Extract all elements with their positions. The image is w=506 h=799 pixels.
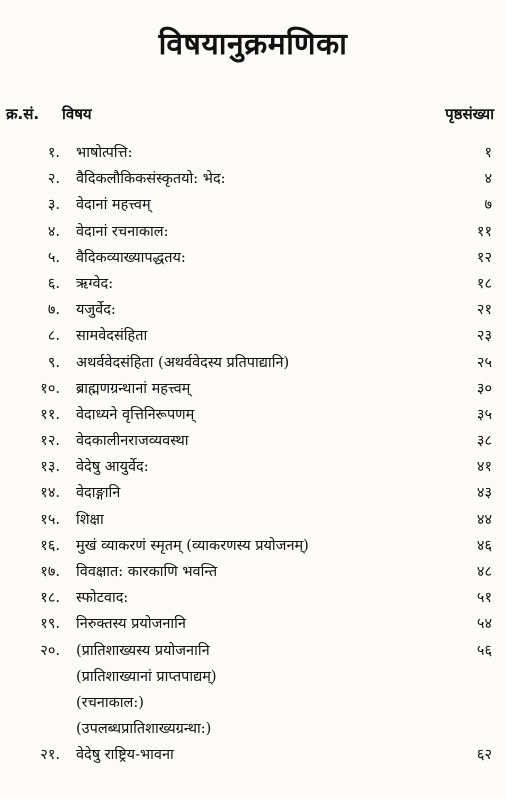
entry-page: ३० [476, 380, 492, 397]
entry-number: १५. [40, 511, 60, 528]
entry-page: ४ [484, 171, 492, 188]
entry-subject: निरुक्तस्य प्रयोजनानि [76, 616, 186, 633]
entry-number: ४. [47, 223, 60, 240]
page-title: विषयानुक्रमणिका [158, 27, 348, 62]
table-header [0, 104, 506, 128]
entry-number: १८. [40, 590, 60, 607]
header-serial-number: क्र.सं. [6, 105, 40, 123]
entry-page: ४६ [476, 537, 492, 554]
entry-subject: विवक्षात: कारकाणि भवन्ति [76, 564, 218, 580]
list-item [0, 350, 506, 376]
list-item [0, 140, 506, 166]
header-page-number: पृष्ठसंख्या [445, 105, 494, 123]
entry-number: ६. [47, 275, 60, 292]
entry-subject: भाषोत्पत्ति: [76, 145, 133, 161]
entry-subject: वेदानां महत्त्वम् [76, 197, 151, 214]
sub-list-item [0, 664, 506, 690]
list-item [0, 585, 506, 611]
entry-page: ५६ [476, 642, 492, 659]
entry-number: १३. [40, 459, 60, 476]
entry-page: २३ [476, 328, 492, 345]
list-item [0, 402, 506, 428]
entry-number: १४. [40, 485, 60, 502]
list-item [0, 742, 506, 768]
contents-list [0, 140, 506, 769]
sub-list-item [0, 716, 506, 742]
entry-number: १०. [40, 380, 60, 397]
entry-subject: अथर्ववेदसंहिता (अथर्ववेदस्य प्रतिपाद्यानि) [76, 354, 290, 371]
entry-page: ११ [476, 223, 492, 240]
entry-page: ७ [484, 197, 492, 214]
list-item [0, 192, 506, 218]
entry-page: २१ [476, 302, 492, 319]
entry-subject: वैदिकलौकिकसंस्कृतयो: भेद: [76, 171, 226, 188]
list-item [0, 323, 506, 349]
list-item [0, 271, 506, 297]
entry-number: ८. [47, 328, 60, 345]
entry-subject: वेदाध्यने वृत्तिनिरूपणम् [76, 406, 195, 423]
entry-number: २. [47, 171, 60, 188]
entry-page: २५ [476, 354, 492, 371]
entry-subject: सामवेदसंहिता [76, 328, 148, 345]
entry-subject: वेदेषु आयुर्वेद: [76, 459, 149, 476]
entry-subject: ब्राह्मणग्रन्थानां महत्त्वम् [76, 380, 191, 397]
entry-number: १. [47, 145, 60, 161]
entry-subject: (प्रातिशाख्यस्य प्रयोजनानि [76, 642, 210, 659]
sub-entry-subject: (रचनाकाल:) [76, 694, 144, 711]
entry-page: ६२ [476, 747, 492, 764]
entry-subject: स्फोटवाद: [76, 590, 129, 607]
entry-page: १ [484, 145, 492, 161]
entry-subject: यजुर्वेद: [76, 302, 116, 319]
entry-subject: वेदेषु राष्ट्रिय-भावना [76, 747, 174, 764]
entry-subject: वैदिकव्याख्यापद्धतय: [76, 249, 186, 266]
list-item [0, 533, 506, 559]
list-item [0, 376, 506, 402]
entry-page: ४१ [476, 459, 492, 476]
entry-number: २०. [40, 642, 60, 659]
entry-page: १२ [476, 249, 492, 266]
entry-number: १९. [40, 616, 60, 633]
list-item [0, 638, 506, 664]
entry-number: ११. [40, 406, 60, 423]
entry-page: ५१ [476, 590, 492, 607]
sub-list-item [0, 690, 506, 716]
entry-number: २१. [40, 747, 60, 764]
entry-number: १२. [40, 433, 60, 450]
list-item [0, 559, 506, 585]
list-item [0, 480, 506, 506]
entry-subject: मुखं व्याकरणं स्मृतम् (व्याकरणस्य प्रयोजनम्) [76, 537, 309, 554]
header-subject: विषय [62, 105, 92, 123]
entry-subject: वेदानां रचनाकाल: [76, 223, 169, 240]
entry-number: ७. [47, 302, 60, 319]
list-item [0, 297, 506, 323]
entry-number: ५. [47, 249, 60, 266]
entry-page: १८ [476, 275, 492, 292]
list-item [0, 428, 506, 454]
entry-subject: ऋग्वेद: [76, 275, 114, 292]
list-item [0, 507, 506, 533]
entry-page: ४८ [476, 564, 492, 580]
entry-page: ५४ [476, 616, 492, 633]
entry-subject: वेदाङ्गानि [76, 485, 121, 502]
list-item [0, 245, 506, 271]
list-item [0, 454, 506, 480]
entry-page: ४४ [476, 511, 492, 528]
entry-page: ३५ [476, 406, 492, 423]
entry-subject: वेदकालीनराजव्यवस्था [76, 433, 189, 450]
entry-page: ४३ [476, 485, 492, 502]
entry-page: ३८ [476, 433, 492, 450]
entry-number: ९. [47, 354, 60, 371]
entry-number: ३. [47, 197, 60, 214]
list-item [0, 611, 506, 637]
entry-number: १७. [40, 564, 60, 580]
entry-subject: शिक्षा [76, 511, 104, 528]
sub-entry-subject: (प्रातिशाख्यानां प्राप्तपाद्यम्) [76, 668, 217, 685]
sub-entry-subject: (उपलब्धप्रातिशाख्यग्रन्था:) [76, 721, 212, 738]
list-item [0, 166, 506, 192]
entry-number: १६. [40, 537, 60, 554]
list-item [0, 219, 506, 245]
